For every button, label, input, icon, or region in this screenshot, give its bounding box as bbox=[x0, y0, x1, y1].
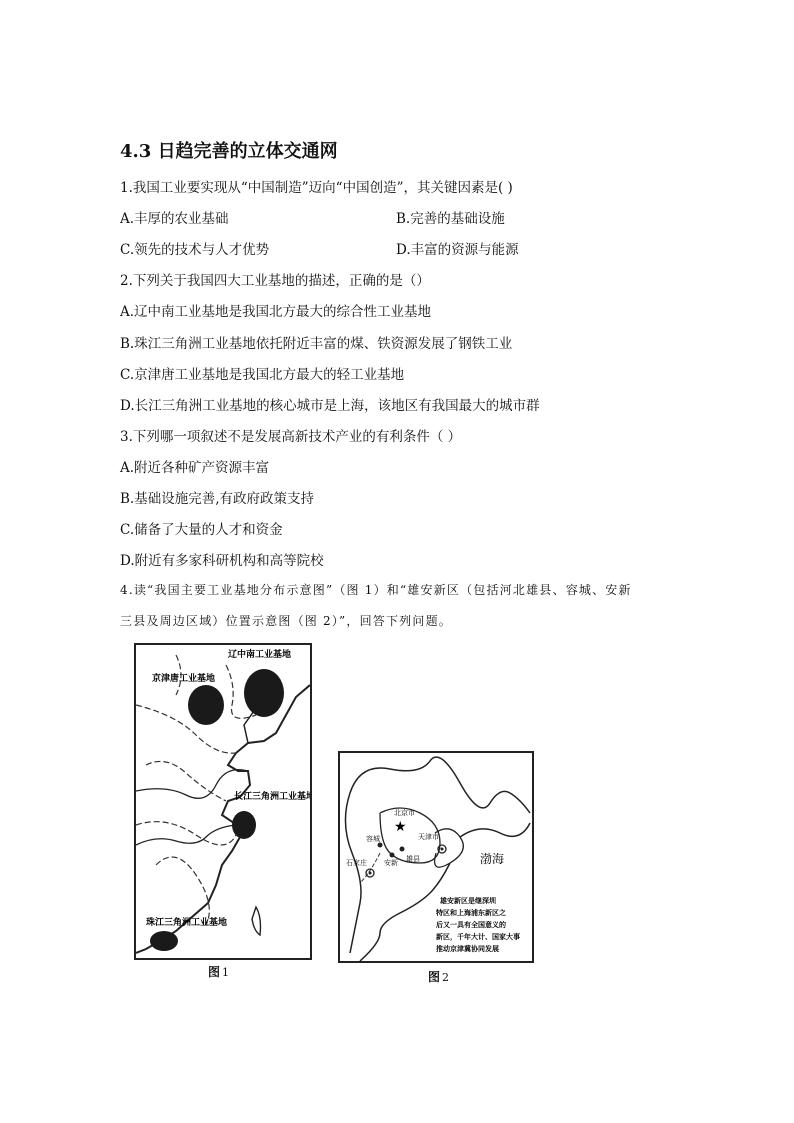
liaozhongnan-base bbox=[244, 669, 284, 717]
q2-stem: 2.下列关于我国四大工业基地的描述，正确的是（） bbox=[120, 273, 430, 289]
q1-option-c: C.领先的技术与人才优势 bbox=[120, 242, 270, 258]
figure-2-caption-char: 图 bbox=[428, 970, 441, 984]
q2-option-d: D.长江三角洲工业基地的核心城市是上海，该地区有我国最大的城市群 bbox=[120, 398, 540, 414]
note-line-3: 后又一具有全国意义的 bbox=[436, 921, 506, 929]
zhujiang-base bbox=[150, 931, 178, 951]
figure-2-caption bbox=[428, 968, 449, 985]
label-jingjintang: 京津唐工业基地 bbox=[152, 674, 216, 684]
capital-star-icon: ★ bbox=[394, 819, 407, 835]
page-title: 4.3 日趋完善的立体交通网 bbox=[120, 141, 338, 162]
xiongxian-dot bbox=[400, 847, 405, 852]
label-bohai: 渤海 bbox=[480, 852, 505, 866]
tianjin-marker-dot bbox=[441, 848, 444, 851]
yellow-river bbox=[136, 770, 248, 799]
label-tianjin: 天津市 bbox=[418, 833, 439, 841]
label-beijing: 北京市 bbox=[394, 809, 415, 817]
label-xiongxian: 雄县 bbox=[406, 855, 420, 863]
q3-option-c: C.储备了大量的人才和资金 bbox=[120, 522, 283, 538]
q1-option-b: B.完善的基础设施 bbox=[396, 211, 505, 227]
q3-stem: 3.下列哪一项叙述不是发展高新技术产业的有利条件（ ） bbox=[120, 429, 462, 445]
province-outline bbox=[345, 793, 361, 953]
figure-1-svg bbox=[136, 645, 310, 958]
q2-option-a: A.辽中南工业基地是我国北方最大的综合性工业基地 bbox=[120, 304, 432, 320]
jingjintang-base bbox=[188, 685, 224, 725]
rongcheng-dot bbox=[378, 843, 383, 848]
figure-1-caption-char: 图 bbox=[208, 965, 221, 979]
figure-2-caption-num: 2 bbox=[442, 971, 450, 984]
shijiazhuang-marker-dot bbox=[369, 872, 372, 875]
q2-option-c: C.京津唐工业基地是我国北方最大的轻工业基地 bbox=[120, 367, 405, 383]
figure-1-caption bbox=[208, 963, 229, 980]
coastline bbox=[136, 685, 310, 953]
q2-option-b: B.珠江三角洲工业基地依托附近丰富的煤、铁资源发展了钢铁工业 bbox=[120, 336, 513, 352]
province-border bbox=[360, 853, 380, 883]
q1-option-a: A.丰厚的农业基础 bbox=[120, 211, 229, 227]
label-liaozhongnan: 辽中南工业基地 bbox=[228, 650, 292, 660]
changjiang-base bbox=[232, 811, 256, 839]
label-anxin: 安新 bbox=[384, 859, 398, 867]
q3-option-d: D.附近有多家科研机构和高等院校 bbox=[120, 553, 324, 569]
taiwan-island bbox=[252, 907, 261, 935]
q3-option-b: B.基础设施完善,有政府政策支持 bbox=[120, 491, 315, 507]
q1-stem: 1.我国工业要实现从“中国制造”迈向“中国创造”，其关键因素是( ) bbox=[120, 180, 513, 196]
figure-1-map bbox=[134, 643, 312, 960]
anxin-dot bbox=[390, 853, 395, 858]
bohai-north-coast bbox=[460, 823, 530, 837]
note-line-5: 推动京津冀协同发展 bbox=[436, 945, 499, 953]
q3-option-a: A.附近各种矿产资源丰富 bbox=[120, 460, 270, 476]
label-zhujiang: 珠江三角洲工业基地 bbox=[146, 918, 228, 928]
q4-stem-line1: 4.读“我国主要工业基地分布示意图”（图 1）和“雄安新区（包括河北雄县、容城、安新 bbox=[120, 583, 632, 597]
note-line-1: 雄安新区是继深圳 bbox=[440, 897, 496, 905]
q4-stem-line2: 三县及周边区域）位置示意图（图 2）”，回答下列问题。 bbox=[120, 614, 452, 628]
label-changjiang: 长江三角洲工业基地 bbox=[234, 792, 310, 802]
note-line-4: 新区，千年大计、国家大事 bbox=[436, 933, 520, 941]
yangtze-river bbox=[136, 825, 236, 845]
province-border bbox=[136, 822, 236, 845]
note-text bbox=[436, 896, 522, 953]
figure-2-map bbox=[338, 751, 534, 963]
label-shijiazhuang: 石家庄 bbox=[346, 859, 367, 867]
label-rongcheng: 容城 bbox=[366, 835, 380, 843]
q1-option-d: D.丰富的资源与能源 bbox=[396, 242, 519, 258]
province-border bbox=[156, 857, 209, 925]
province-outline bbox=[350, 757, 530, 813]
figure-1-caption-num: 1 bbox=[222, 966, 230, 979]
figure-2-svg bbox=[340, 753, 532, 961]
note-line-2: 特区和上海浦东新区之 bbox=[436, 909, 506, 917]
